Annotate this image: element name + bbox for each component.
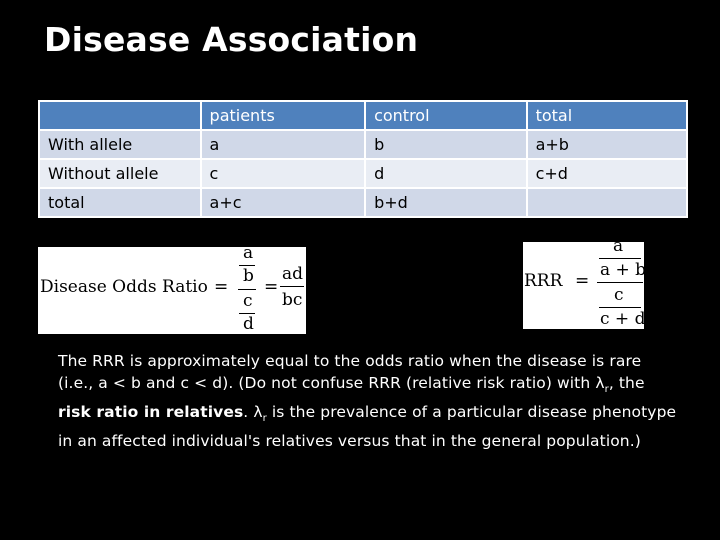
slide-title: Disease Association xyxy=(44,20,419,59)
odds-ratio-main-bar xyxy=(238,289,256,290)
rrr-num-top: a xyxy=(613,236,624,256)
rrr-formula xyxy=(523,236,647,329)
table-cell: d xyxy=(365,159,527,188)
header-cell-patients: patients xyxy=(201,101,366,130)
rrr-num-bar xyxy=(599,258,641,259)
odds-ratio-rhs-num: ad xyxy=(282,264,304,284)
rrr-label: RRR xyxy=(524,271,563,291)
odds-ratio-equals-1: = xyxy=(214,277,229,297)
rrr-den-top: c xyxy=(614,285,624,305)
odds-ratio-rhs-bar xyxy=(280,286,304,287)
explanation-text-3: . xyxy=(243,403,254,422)
lambda-subscript: r xyxy=(262,413,267,425)
odds-ratio-num-bottom: b xyxy=(243,266,254,286)
table-cell: c xyxy=(201,159,366,188)
row-label-with-allele: With allele xyxy=(39,130,201,159)
table-cell: a+b xyxy=(527,130,687,159)
rrr-den-bottom: c + d xyxy=(600,309,646,329)
rrr-main-bar xyxy=(597,282,643,283)
association-table xyxy=(38,100,688,218)
explanation-text-1: The RRR is approximately equal to the odds ratio when the disease is rare (i.e., a < b and c < d). (Do not confuse RRR (relative risk ratio) with xyxy=(58,352,642,392)
table-cell: a xyxy=(201,130,366,159)
lambda-subscript: r xyxy=(604,384,609,396)
table-cell: b xyxy=(365,130,527,159)
lambda-symbol: λ xyxy=(253,403,263,422)
rrr-equals: = xyxy=(575,271,590,291)
rrr-num-bottom: a + b xyxy=(600,260,647,280)
table-cell: c+d xyxy=(527,159,687,188)
rrr-den-bar xyxy=(599,307,641,308)
odds-ratio-equals-2: = xyxy=(264,277,279,297)
table-row xyxy=(39,130,687,159)
table-cell: b+d xyxy=(365,188,527,217)
table-header-row xyxy=(39,101,687,130)
explanation-text-2: , the xyxy=(608,374,645,392)
header-cell-control: control xyxy=(365,101,527,130)
table-cell: a+c xyxy=(201,188,366,217)
row-label-total: total xyxy=(39,188,201,217)
risk-ratio-in-relatives: risk ratio in relatives xyxy=(58,403,244,422)
odds-ratio-den-bottom: d xyxy=(243,314,254,334)
header-cell-total: total xyxy=(527,101,687,130)
odds-ratio-num-top: a xyxy=(243,243,254,263)
table-row xyxy=(39,188,687,217)
odds-ratio-den-top: c xyxy=(243,291,253,311)
explanation-text-4: is the prevalence of a particular disease phenotype in an affected individual's relatives versus that in the general population.) xyxy=(58,403,677,451)
odds-ratio-rhs-den: bc xyxy=(282,290,303,310)
row-label-without-allele: Without allele xyxy=(39,159,201,188)
explanation-paragraph xyxy=(58,350,678,452)
odds-ratio-formula xyxy=(38,243,306,334)
odds-ratio-label: Disease Odds Ratio xyxy=(40,277,208,297)
header-cell-empty xyxy=(39,101,201,130)
lambda-symbol: λ xyxy=(595,374,605,392)
table-cell xyxy=(527,188,687,217)
table-row xyxy=(39,159,687,188)
